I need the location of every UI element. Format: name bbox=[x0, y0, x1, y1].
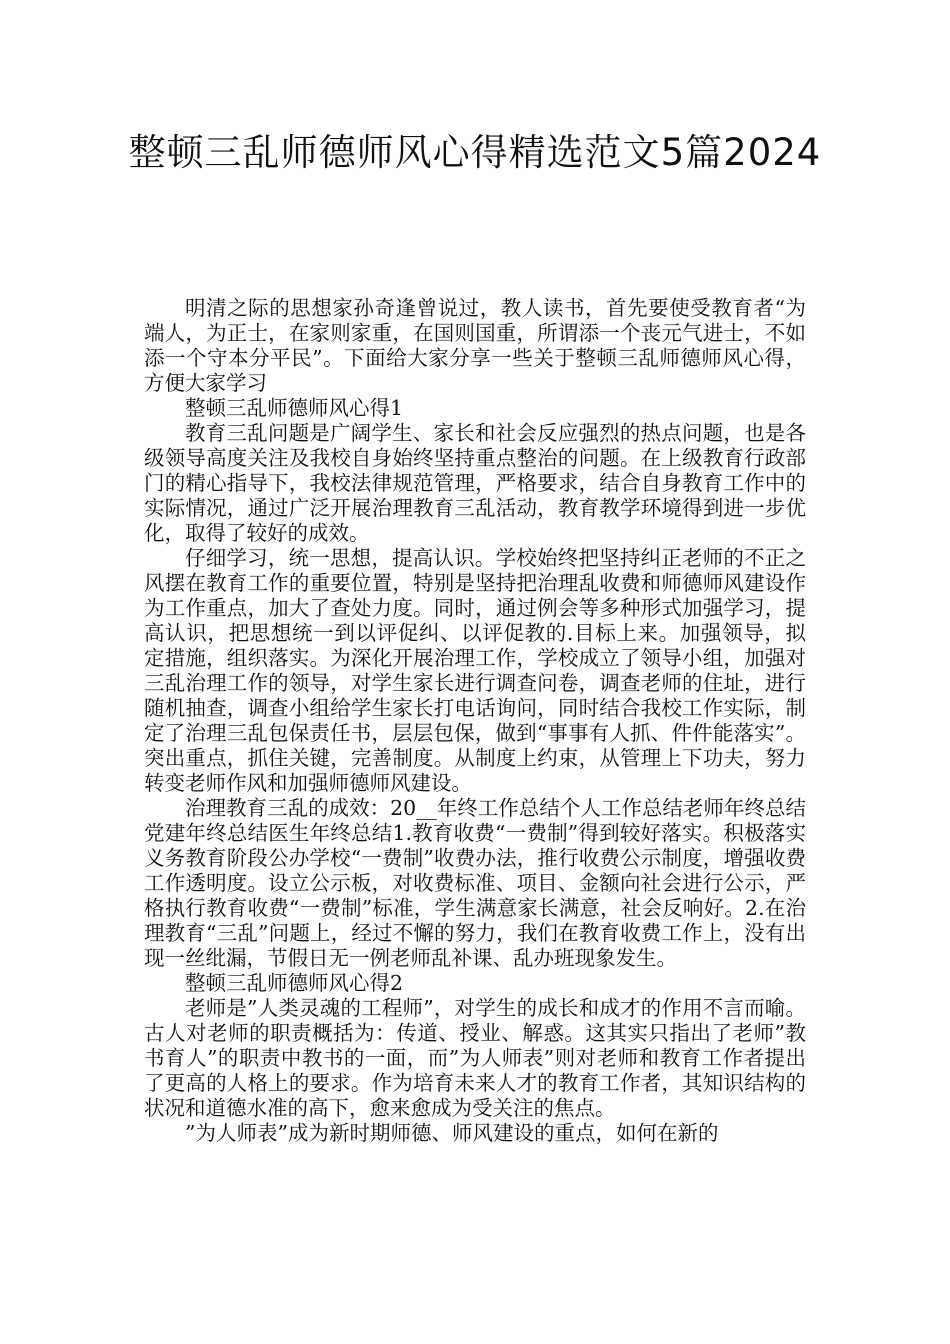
body-paragraph: ”为人师表”成为新时期师德、师风建设的重点，如何在新的 bbox=[185, 1121, 719, 1145]
body-paragraph: 治理教育三乱的成效：20__年终工作总结个人工作总结老师年终总结党建年终总结医生年终总结1.教育收费“一费制”得到较好落实。积极落实义务教育阶段公办学校“一费制”收费办法，推行收费公示制度，增强收费工作透明度。设立公示板，对收费标准、项目、金额向社会进行公示，严格执行教育收费“一费制”标准，学生满意家长满意，社会反响好。2.在治理教育“三乱”问题上，经过不懈的努力，我们在教育收费工作上，没有出现一丝纰漏，节假日无一例老师乱补课、乱办班现象发生。 bbox=[144, 796, 806, 970]
document-title: 整顿三乱师德师风心得精选范文5篇2024 bbox=[128, 131, 822, 174]
body-paragraph: 教育三乱问题是广阔学生、家长和社会反应强烈的热点问题，也是各级领导高度关注及我校自身始终坚持重点整治的问题。在上级教育行政部门的精心指导下，我校法律规范管理，严格要求，结合自身教育工作中的实际情况，通过广泛开展治理教育三乱活动，教育教学环境得到进一步优化，取得了较好的成效。 bbox=[144, 421, 806, 545]
intro-paragraph: 明清之际的思想家孙奇逢曾说过，教人读书，首先要使受教育者“为端人，为正士，在家则家重，在国则国重，所谓添一个丧元气进士，不如添一个守本分平民”。下面给大家分享一些关于整顿三乱师德师风心得，方便大家学习 bbox=[144, 296, 806, 395]
document-body bbox=[144, 296, 806, 1146]
section-heading-1: 整顿三乱师德师风心得1 bbox=[185, 396, 404, 420]
body-paragraph: 仔细学习，统一思想，提高认识。学校始终把坚持纠正老师的不正之风摆在教育工作的重要位置，特别是坚持把治理乱收费和师德师风建设作为工作重点，加大了查处力度。同时，通过例会等多种形式加强学习，提高认识，把思想统一到以评促纠、以评促教的.目标上来。加强领导，拟定措施，组织落实。为深化开展治理工作，学校成立了领导小组，加强对三乱治理工作的领导，对学生家长进行调查问卷，调查老师的住址，进行随机抽查，调查小组给学生家长打电话询问，同时结合我校工作实际，制定了治理三乱包保责任书，层层包保，做到“事事有人抓、件件能落实”。突出重点，抓住关键，完善制度。从制度上约束，从管理上下功夫，努力转变老师作风和加强师德师风建设。 bbox=[144, 546, 806, 795]
body-paragraph: 老师是”人类灵魂的工程师”，对学生的成长和成才的作用不言而喻。古人对老师的职责概括为：传道、授业、解惑。这其实只指出了老师”教书育人”的职责中教书的一面，而”为人师表”则对老师和教育工作者提出了更高的人格上的要求。作为培育未来人才的教育工作者，其知识结构的状况和道德水准的高下，愈来愈成为受关注的焦点。 bbox=[144, 996, 806, 1120]
section-heading-2: 整顿三乱师德师风心得2 bbox=[185, 971, 404, 995]
